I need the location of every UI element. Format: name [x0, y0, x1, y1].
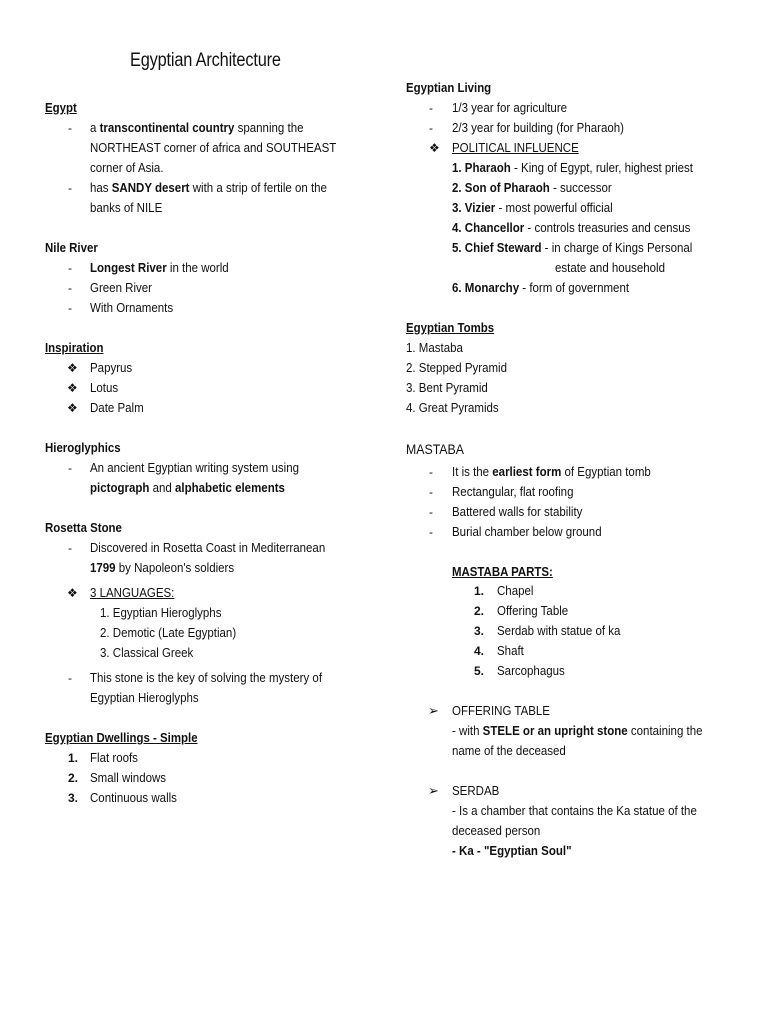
political-item-continued: estate and household: [555, 261, 665, 275]
section-heading-rosetta: Rosetta Stone: [45, 520, 122, 535]
mastaba-line-4: Burial chamber below ground: [452, 525, 602, 539]
diamond-bullet-icon: ❖: [67, 401, 78, 415]
serdab-line-1: - Is a chamber that contains the Ka statue of the: [452, 804, 697, 818]
dash-bullet: -: [68, 281, 72, 295]
inspiration-item: Date Palm: [90, 401, 144, 415]
tombs-item: 1. Mastaba: [406, 341, 463, 355]
arrow-bullet-icon: ➢: [428, 703, 439, 718]
section-heading-living: Egyptian Living: [406, 80, 492, 95]
political-item: 5. Chief Steward - in charge of Kings Personal: [452, 241, 693, 255]
dwellings-item: Small windows: [90, 771, 167, 785]
dwellings-item: Flat roofs: [90, 751, 138, 765]
dash-bullet: -: [68, 461, 72, 475]
inspiration-item: Papyrus: [90, 361, 133, 375]
list-number: 3.: [473, 624, 484, 638]
dash-bullet: -: [429, 101, 433, 115]
political-item: 2. Son of Pharaoh - successor: [452, 181, 612, 195]
dash-bullet: -: [68, 541, 72, 555]
dash-bullet: -: [68, 261, 72, 275]
offering-line-1: - with STELE or an upright stone containing the: [452, 724, 703, 738]
egypt-line-5: banks of NILE: [90, 201, 163, 215]
list-number: 1.: [67, 751, 78, 765]
political-item: 4. Chancellor - controls treasuries and census: [452, 221, 691, 235]
dash-bullet: -: [429, 485, 433, 499]
political-item: 6. Monarchy - form of government: [452, 281, 630, 295]
egypt-line-2: NORTHEAST corner of africa and SOUTHEAST: [90, 141, 337, 155]
list-number: 2.: [67, 771, 78, 785]
section-heading-hieroglyphics: Hieroglyphics: [45, 440, 121, 455]
egypt-line-3: corner of Asia.: [90, 161, 164, 175]
list-number: 4.: [473, 644, 484, 658]
dash-bullet: -: [429, 525, 433, 539]
tombs-item: 2. Stepped Pyramid: [406, 361, 508, 375]
egypt-line-1: a transcontinental country spanning the: [90, 121, 304, 135]
mastaba-line-1: It is the earliest form of Egyptian tomb: [452, 465, 651, 479]
section-heading-inspiration: Inspiration: [45, 340, 104, 355]
section-heading-tombs: Egyptian Tombs: [406, 320, 495, 335]
dash-bullet: -: [429, 465, 433, 479]
rosetta-language: 1. Egyptian Hieroglyphs: [100, 606, 222, 620]
section-heading-nile: Nile River: [45, 240, 98, 255]
hieroglyphics-line-1: An ancient Egyptian writing system using: [90, 461, 300, 475]
living-line-1: 1/3 year for agriculture: [452, 101, 568, 115]
rosetta-language: 3. Classical Greek: [100, 646, 194, 660]
mastaba-line-2: Rectangular, flat roofing: [452, 485, 574, 499]
list-number: 1.: [473, 584, 484, 598]
political-item: 1. Pharaoh - King of Egypt, ruler, highest priest: [452, 161, 693, 175]
list-number: 5.: [473, 664, 484, 678]
diamond-bullet-icon: ❖: [67, 586, 78, 600]
mastaba-parts-heading: MASTABA PARTS:: [452, 564, 553, 579]
page-title: Egyptian Architecture: [130, 50, 281, 71]
mastaba-part: Serdab with statue of ka: [497, 624, 621, 638]
diamond-bullet-icon: ❖: [67, 381, 78, 395]
serdab-line-3: - Ka - "Egyptian Soul": [452, 844, 572, 858]
section-heading-egypt: Egypt: [45, 100, 77, 115]
serdab-line-2: deceased person: [452, 824, 541, 838]
offering-line-2: name of the deceased: [452, 744, 566, 758]
mastaba-part: Shaft: [497, 644, 524, 658]
rosetta-line-2: 1799 by Napoleon's soldiers: [90, 561, 235, 575]
dash-bullet: -: [68, 121, 72, 135]
egypt-line-4: has SANDY desert with a strip of fertile on the: [90, 181, 327, 195]
arrow-bullet-icon: ➢: [428, 783, 439, 798]
mastaba-part: Offering Table: [497, 604, 569, 618]
political-heading: POLITICAL INFLUENCE: [452, 141, 579, 155]
section-heading-dwellings: Egyptian Dwellings - Simple: [45, 730, 198, 745]
nile-line-1: Longest River in the world: [90, 261, 229, 275]
mastaba-part: Chapel: [497, 584, 534, 598]
list-number: 2.: [473, 604, 484, 618]
offering-heading: OFFERING TABLE: [452, 704, 550, 718]
diamond-bullet-icon: ❖: [67, 361, 78, 375]
dash-bullet: -: [68, 301, 72, 315]
dash-bullet: -: [429, 121, 433, 135]
nile-line-2: Green River: [90, 281, 152, 295]
hieroglyphics-line-2: pictograph and alphabetic elements: [90, 481, 285, 495]
dwellings-item: Continuous walls: [90, 791, 177, 805]
section-heading-mastaba: MASTABA: [406, 441, 464, 457]
living-line-2: 2/3 year for building (for Pharaoh): [452, 121, 624, 135]
political-item: 3. Vizier - most powerful official: [452, 201, 613, 215]
mastaba-line-3: Battered walls for stability: [452, 505, 583, 519]
list-number: 3.: [67, 791, 78, 805]
mastaba-part: Sarcophagus: [497, 664, 565, 678]
nile-line-3: With Ornaments: [90, 301, 174, 315]
tombs-item: 4. Great Pyramids: [406, 401, 499, 415]
rosetta-key-line-1: This stone is the key of solving the mystery of: [90, 671, 323, 685]
rosetta-language: 2. Demotic (Late Egyptian): [100, 626, 237, 640]
inspiration-item: Lotus: [90, 381, 119, 395]
diamond-bullet-icon: ❖: [429, 141, 440, 155]
dash-bullet: -: [68, 671, 72, 685]
tombs-item: 3. Bent Pyramid: [406, 381, 488, 395]
rosetta-languages-heading: 3 LANGUAGES:: [90, 586, 175, 600]
serdab-heading: SERDAB: [452, 784, 500, 798]
rosetta-line-1: Discovered in Rosetta Coast in Mediterranean: [90, 541, 326, 555]
rosetta-key-line-2: Egyptian Hieroglyphs: [90, 691, 199, 705]
dash-bullet: -: [68, 181, 72, 195]
dash-bullet: -: [429, 505, 433, 519]
